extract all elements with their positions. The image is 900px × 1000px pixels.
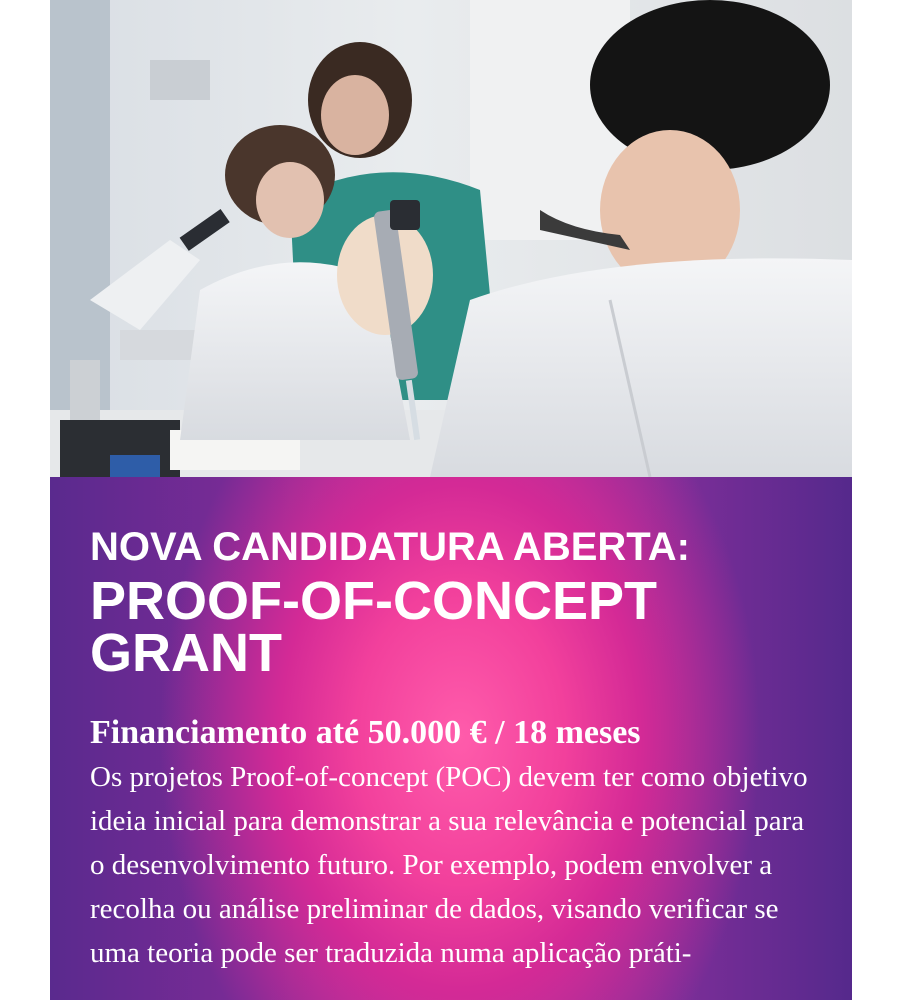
lab-scientists-photo bbox=[50, 0, 852, 477]
funding-subheading: Financiamento até 50.000 € / 18 meses bbox=[90, 714, 641, 751]
headline-line-3: GRANT bbox=[90, 623, 282, 683]
lab-photo bbox=[50, 0, 852, 477]
announcement-banner bbox=[50, 477, 852, 1000]
headline bbox=[90, 525, 690, 683]
headline-line-2: PROOF-OF-CONCEPT bbox=[90, 571, 657, 631]
headline-line-1: NOVA CANDIDATURA ABERTA: bbox=[90, 525, 690, 569]
body-text: Os projetos Proof-of-concept (POC) devem ter como objetivo ideia inicial para demonstrar a sua relevância e potencial para o desenvolvimento futuro. Por exemplo, podem envolver a recolha ou análise preliminar de dados, visando verificar se uma teoria pode ser traduzida numa aplicação práti- bbox=[90, 761, 808, 969]
